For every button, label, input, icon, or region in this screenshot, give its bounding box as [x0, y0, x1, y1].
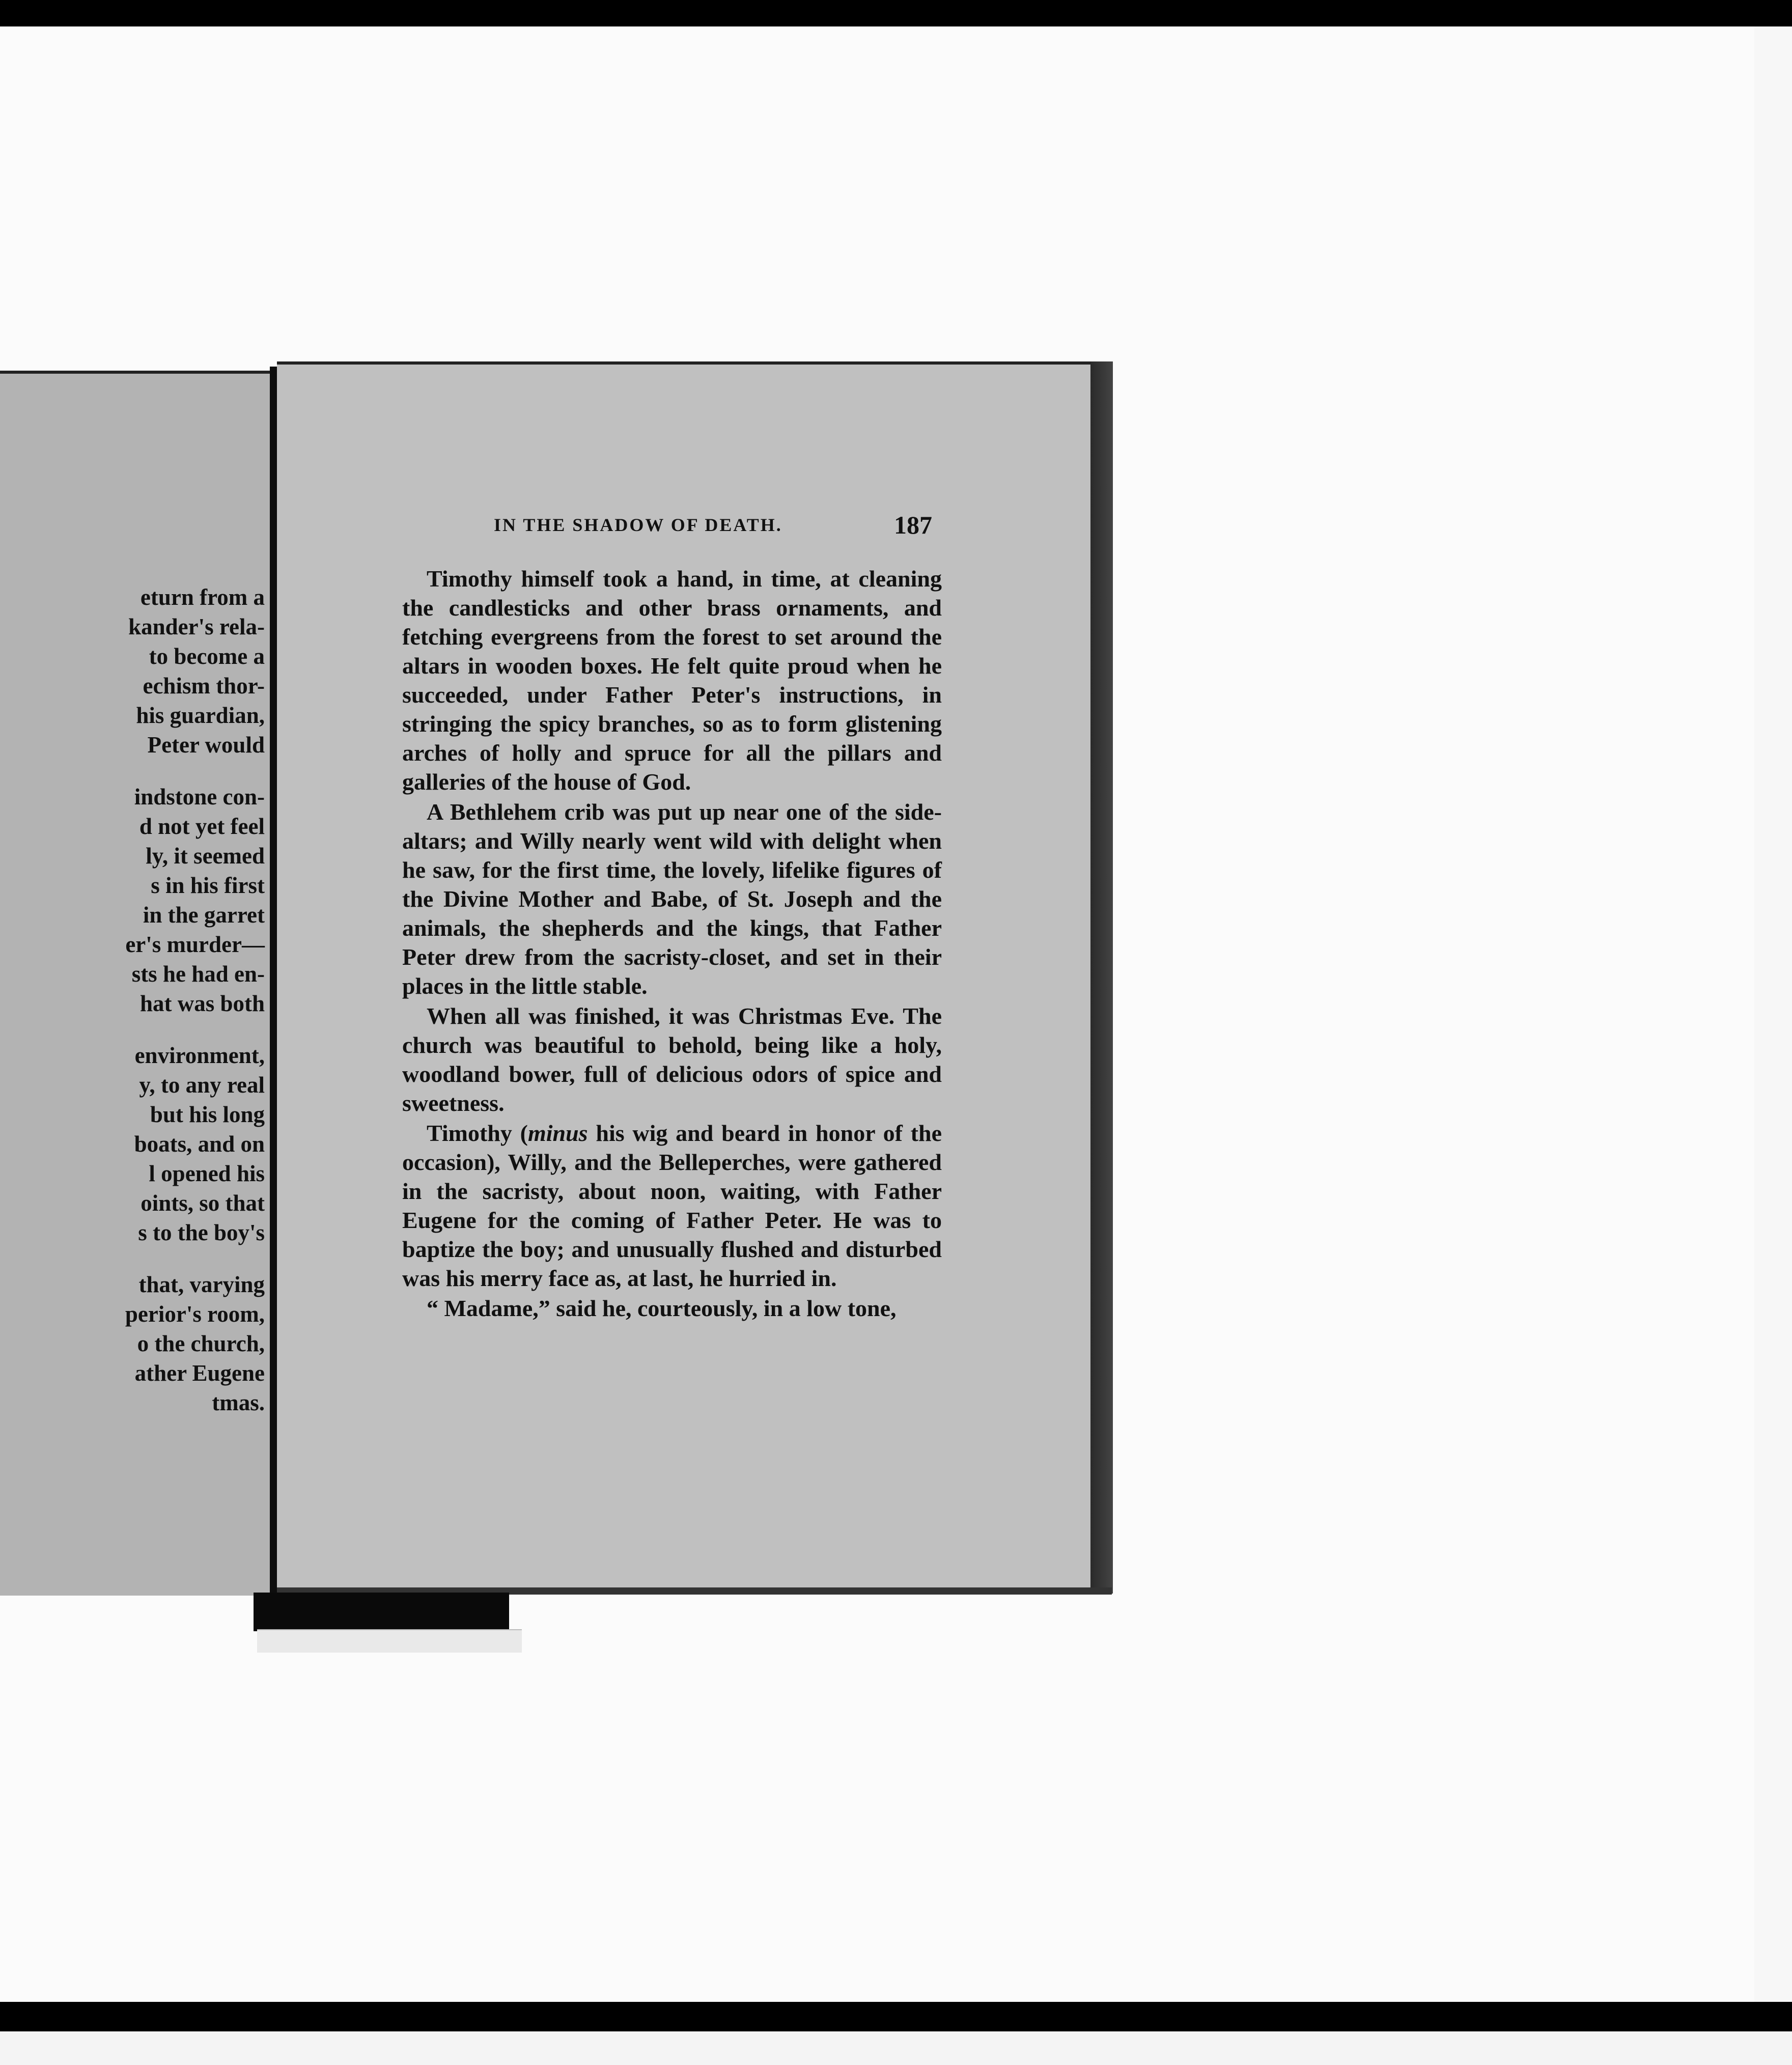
left-line: s in his first	[151, 873, 265, 898]
paragraph: Timothy himself took a hand, in time, at cleaning the candlesticks and other brass ornaments, and fetching evergreens from the forest to set around the altars in wooden boxes. He felt quite proud when he succeeded, under Father Peter's instructions, in stringing the spicy branches, so as to form glistening arches of holly and spruce for all the pillars and galleries of the house of God.	[402, 566, 942, 795]
left-line: d not yet feel	[139, 814, 265, 839]
binding-tab	[257, 1629, 522, 1653]
paragraph: “ Madame,” said he, courteously, in a low tone,	[427, 1295, 897, 1321]
paragraph-gap	[0, 1018, 265, 1041]
page-number: 187	[894, 511, 932, 539]
left-line: kander's rela-	[128, 614, 265, 639]
left-line: y, to any real	[139, 1072, 265, 1098]
paragraph-gap	[0, 1247, 265, 1270]
left-line: indstone con-	[134, 784, 265, 810]
paragraph-with-italic	[402, 1119, 942, 1293]
running-head: IN THE SHADOW OF DEATH.	[494, 515, 782, 535]
paragraph-suffix: his wig and beard in honor of	[587, 1120, 903, 1146]
paragraph-continuation: the occasion), Willy, and the Belleperches, were gathered in the sacristy, about noon, waiting, with Father Eugene for the coming of Father Peter. He was to baptize the boy; and unusually flushed and disturbed was his merry face as, at last, he hurried in.	[402, 1120, 942, 1291]
left-line: eturn from a	[140, 584, 265, 610]
left-line: in the garret	[143, 902, 265, 928]
left-line: Peter would	[147, 732, 265, 758]
left-line: ly, it seemed	[146, 843, 265, 869]
binding-stub	[254, 1593, 509, 1631]
italic-word: minus	[527, 1120, 588, 1146]
book-gutter	[270, 367, 277, 1595]
film-strip-bottom	[0, 2031, 1792, 2065]
paragraph: When all was finished, it was Christmas Eve. The church was beautiful to behold, being like a holy, woodland bower, full of delicious odors of spice and sweetness.	[402, 1003, 942, 1116]
paragraph: A Bethlehem crib was put up near one of the side-altars; and Willy nearly went wild with delight when he saw, for the first time, the lovely, lifelike figures of the Divine Mother and Babe, of St. Joseph and the animals, the shepherds and the kings, that Father Peter drew from the sacristy-closet, and set in their places in the little stable.	[402, 799, 942, 999]
left-line: boats, and on	[134, 1131, 265, 1157]
left-line: to become a	[149, 644, 265, 669]
left-line: oints, so that	[141, 1190, 265, 1216]
left-line: tmas.	[212, 1390, 265, 1415]
left-page	[0, 371, 273, 1596]
page-edge-shadow	[1090, 361, 1113, 1594]
left-line: sts he had en-	[131, 961, 265, 987]
left-page-text	[0, 582, 265, 1417]
film-edge	[1754, 26, 1792, 2002]
left-line: perior's room,	[125, 1301, 265, 1327]
left-line: echism thor-	[143, 673, 265, 699]
left-line: o the church,	[137, 1331, 265, 1356]
body-text	[402, 564, 942, 1323]
left-line: s to the boy's	[138, 1220, 265, 1245]
paragraph-prefix: Timothy (	[427, 1120, 528, 1146]
left-line: but his long	[150, 1102, 265, 1127]
paragraph-gap	[0, 760, 265, 782]
left-line: ather Eugene	[134, 1360, 265, 1386]
left-line: hat was both	[139, 991, 265, 1016]
left-line: environment,	[134, 1043, 265, 1068]
left-line: his guardian,	[136, 703, 265, 728]
left-line: that, varying	[138, 1272, 265, 1297]
left-line: er's murder—	[125, 932, 265, 957]
left-line: l opened his	[149, 1161, 265, 1186]
